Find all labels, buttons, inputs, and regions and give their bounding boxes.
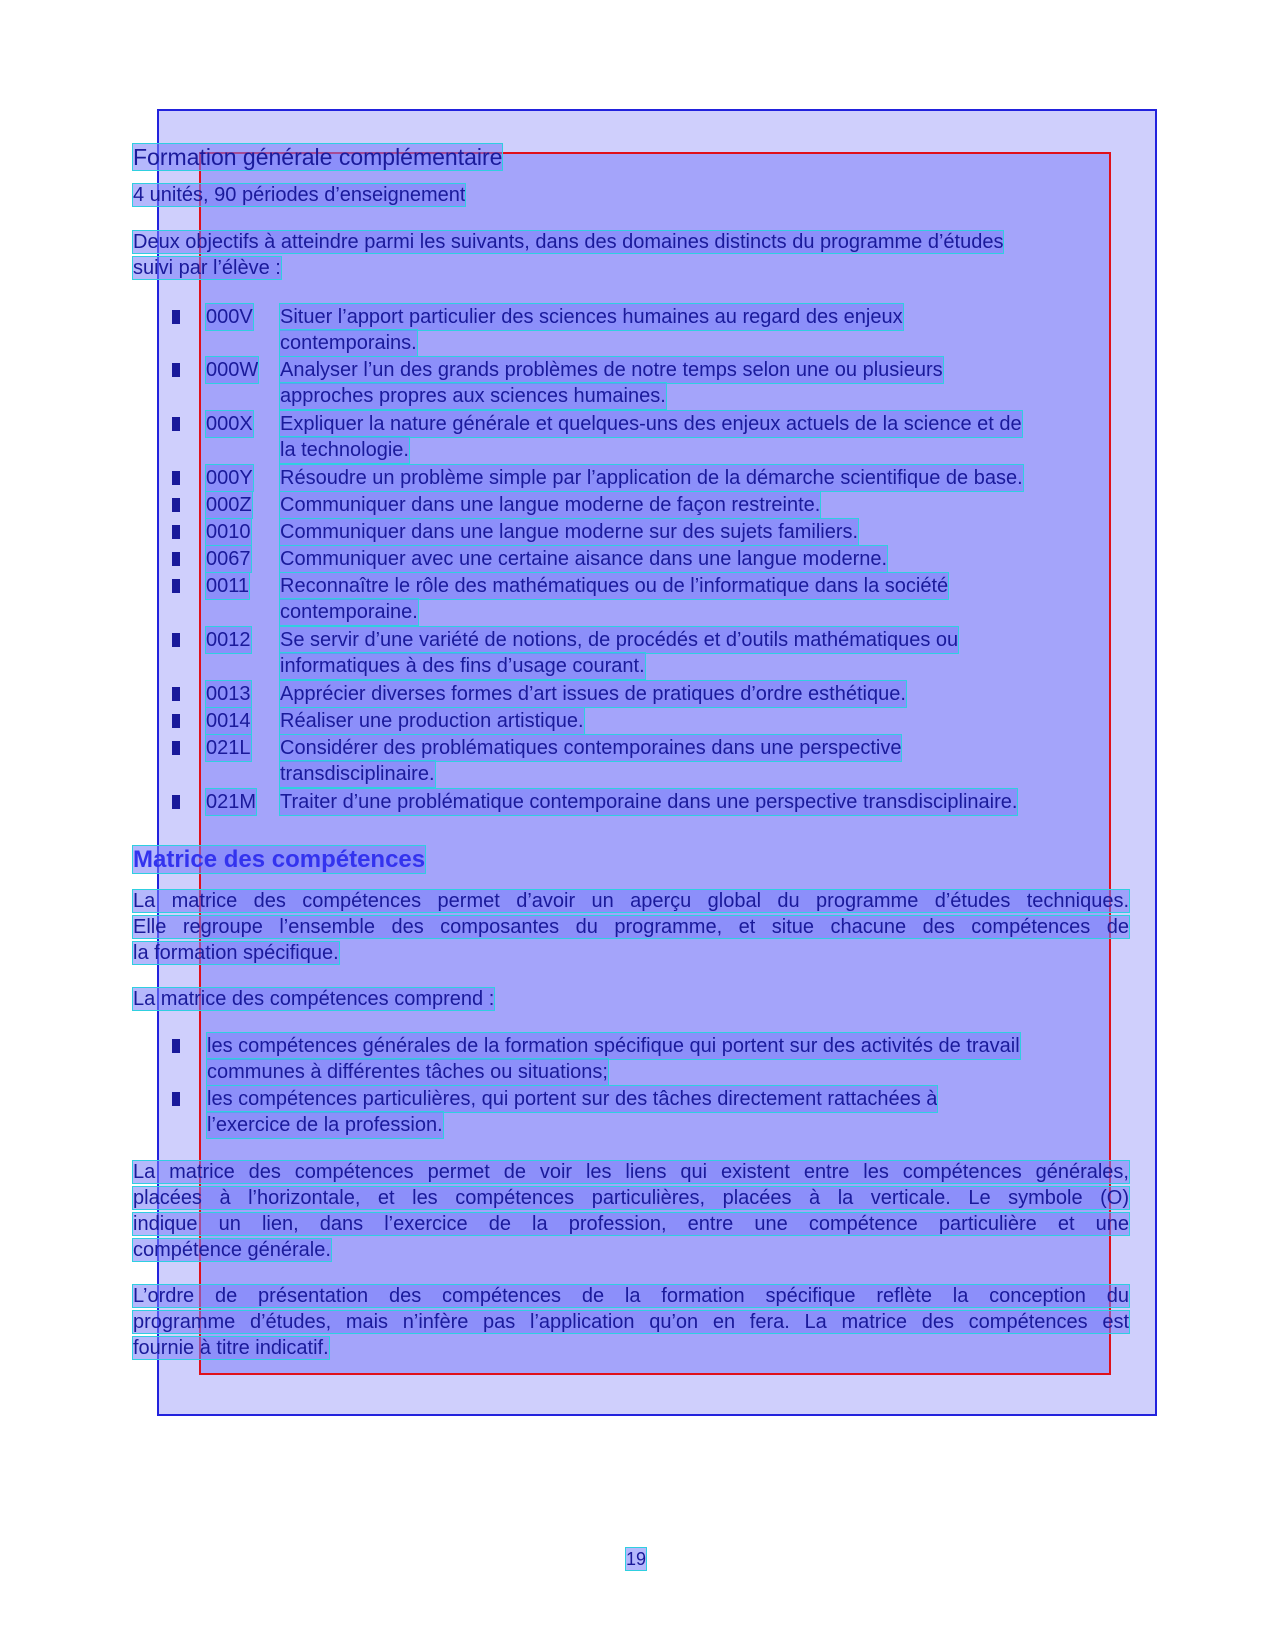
objective-code: 021L <box>206 737 251 759</box>
objective-code: 0010 <box>206 521 251 543</box>
intro-line-2: suivi par l’élève : <box>133 257 281 279</box>
objective-code: 0012 <box>206 629 251 651</box>
intro-line-1: Deux objectifs à atteindre parmi les suivants, dans des domaines distincts du programme d’études <box>133 231 1004 253</box>
objective-text: Reconnaître le rôle des mathématiques ou de l’informatique dans la société <box>280 575 949 597</box>
objective-text: Communiquer dans une langue moderne de façon restreinte. <box>280 494 821 516</box>
section-title: Formation générale complémentaire <box>133 144 503 170</box>
list-item: l’exercice de la profession. <box>207 1114 443 1136</box>
list-item: les compétences particulières, qui portent sur des tâches directement rattachées à <box>207 1088 938 1110</box>
objective-text: Traiter d’une problématique contemporaine dans une perspective transdisciplinaire. <box>280 791 1018 813</box>
objective-text: Apprécier diverses formes d’art issues de pratiques d’ordre esthétique. <box>280 683 906 705</box>
objective-text: contemporains. <box>280 332 417 354</box>
objective-code: 0067 <box>206 548 251 570</box>
bullet-icon <box>172 741 180 755</box>
objective-text: contemporaine. <box>280 601 418 623</box>
bullet-icon <box>172 1039 180 1053</box>
objective-text: Situer l’apport particulier des sciences humaines au regard des enjeux <box>280 306 903 328</box>
objective-code: 000X <box>206 413 253 435</box>
objective-code: 0011 <box>206 575 250 597</box>
matrix-paragraph-3: La matrice des compétences permet de voir les liens qui existent entre les compétences générales, placées à l’horizontale, et les compétences particulières, placées à la verticale. Le symbole (O) indique un lien, dans l’exercice de la profession, entre une compétence particulière et une compétence générale. <box>133 1161 1129 1261</box>
bullet-icon <box>172 363 180 377</box>
objective-code: 000Z <box>206 494 252 516</box>
objective-text: transdisciplinaire. <box>280 763 435 785</box>
objective-code: 000W <box>206 359 259 381</box>
objective-code: 021M <box>206 791 257 813</box>
bullet-icon <box>172 579 180 593</box>
objective-text: approches propres aux sciences humaines. <box>280 385 666 407</box>
objective-text: Considérer des problématiques contemporaines dans une perspective <box>280 737 902 759</box>
bullet-icon <box>172 310 180 324</box>
bullet-icon <box>172 471 180 485</box>
bullet-icon <box>172 795 180 809</box>
objective-code: 0014 <box>206 710 251 732</box>
section-units: 4 unités, 90 périodes d’enseignement <box>133 184 466 206</box>
objective-code: 0013 <box>206 683 251 705</box>
objective-text: Communiquer dans une langue moderne sur des sujets familiers. <box>280 521 859 543</box>
objective-text: informatiques à des fins d’usage courant. <box>280 655 645 677</box>
matrix-paragraph-2: La matrice des compétences comprend : <box>133 988 495 1010</box>
objective-text: Réaliser une production artistique. <box>280 710 584 732</box>
matrix-paragraph-4: L’ordre de présentation des compétences de la formation spécifique reflète la conception du programme d’études, mais n’infère pas l’application qu’on en fera. La matrice des compétences est fournie à titre indicatif. <box>133 1285 1129 1359</box>
objective-text: la technologie. <box>280 439 409 461</box>
objective-code: 000Y <box>206 467 253 489</box>
bullet-icon <box>172 498 180 512</box>
matrix-paragraph-1: La matrice des compétences permet d’avoir un aperçu global du programme d’études techniques. Elle regroupe l’ensemble des composantes du programme, et situe chacune des compétences de la formation spécifique. <box>133 890 1129 964</box>
objective-text: Se servir d’une variété de notions, de procédés et d’outils mathématiques ou <box>280 629 959 651</box>
bullet-icon <box>172 687 180 701</box>
matrix-title: Matrice des compétences <box>133 846 426 873</box>
bullet-icon <box>172 714 180 728</box>
list-item: les compétences générales de la formation spécifique qui portent sur des activités de travail <box>207 1035 1020 1057</box>
page-number: 19 <box>626 1549 647 1569</box>
bullet-icon <box>172 525 180 539</box>
bullet-icon <box>172 1092 180 1106</box>
bullet-icon <box>172 633 180 647</box>
objective-text: Communiquer avec une certaine aisance dans une langue moderne. <box>280 548 888 570</box>
objective-text: Expliquer la nature générale et quelques-uns des enjeux actuels de la science et de <box>280 413 1022 435</box>
objective-text: Résoudre un problème simple par l’application de la démarche scientifique de base. <box>280 467 1023 489</box>
objective-code: 000V <box>206 306 253 328</box>
bullet-icon <box>172 552 180 566</box>
list-item: communes à différentes tâches ou situations; <box>207 1061 608 1083</box>
objective-text: Analyser l’un des grands problèmes de notre temps selon une ou plusieurs <box>280 359 943 381</box>
bullet-icon <box>172 417 180 431</box>
